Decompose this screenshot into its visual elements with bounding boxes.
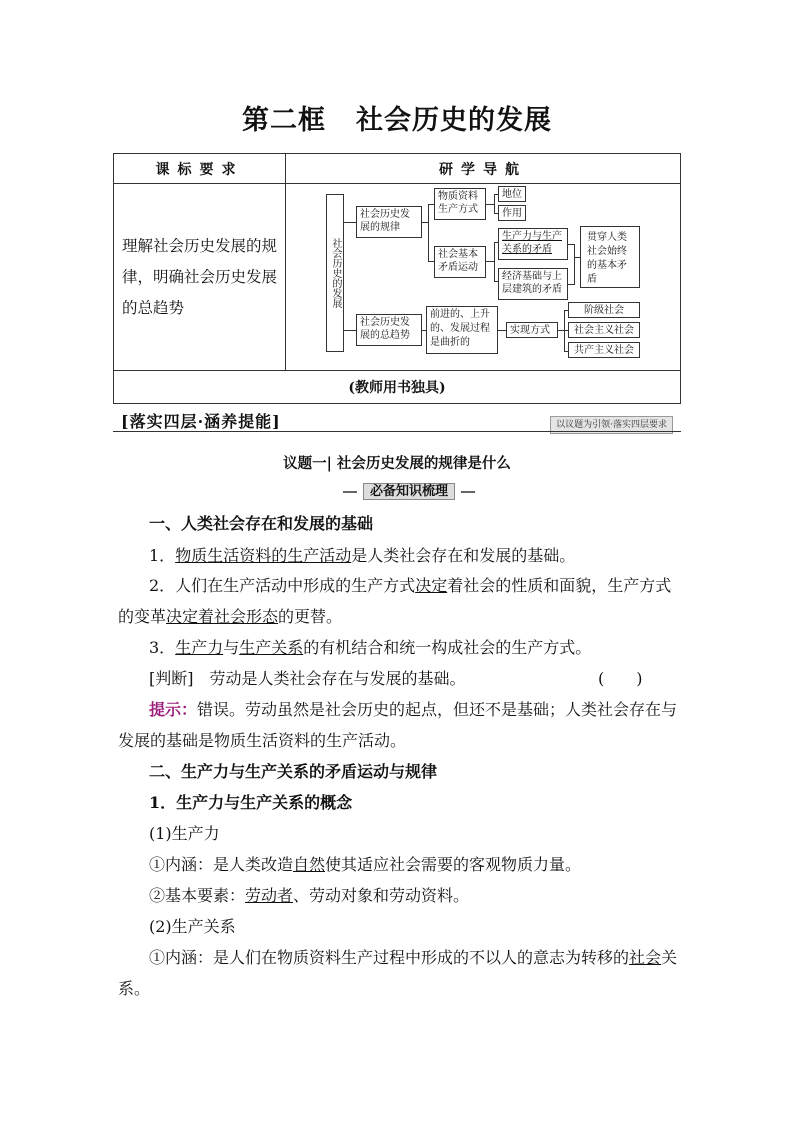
p2-a: 2．人们在生产活动中形成的生产方式 — [149, 576, 416, 595]
p2-e: 社会形态 — [214, 607, 279, 626]
s1a1-b: 自然 — [293, 855, 326, 874]
s1b1-b: 社会 — [629, 948, 662, 967]
s1b1-a: ①内涵：是人们在物质资料生产过程中形成的不以人的意志为转移的 — [149, 948, 630, 967]
map-progress: 前进的、上升的、发展过程是曲折的 — [426, 306, 498, 354]
map-material: 物质资料生产方式 — [434, 188, 486, 220]
judge-text: [判断] 劳动是人类社会存在与发展的基础。 — [149, 669, 466, 688]
sub-1b1 — [118, 942, 683, 1004]
p3-b: 生产力 — [175, 638, 224, 657]
map-basic-contradiction: 社会基本矛盾运动 — [434, 246, 486, 278]
s1a2-b: 劳动者 — [245, 886, 294, 905]
s1a2-a: ②基本要素： — [149, 886, 246, 905]
tip-text: 错误。劳动虽然是社会历史的起点，但还不是基础；人类社会存在与发展的基础是物质生活资料的生产活动。 — [118, 700, 678, 750]
sub-heading-1: 1．生产力与生产关系的概念 — [149, 793, 353, 812]
title-right: 社会历史的发展 — [356, 105, 552, 136]
title-left: 第二框 — [242, 105, 326, 136]
banner-right: 以议题为引领·落实四层要求 — [550, 416, 673, 434]
s1b1-c: 关系。 — [118, 948, 678, 998]
s1a1-a: ①内涵：是人类改造 — [149, 855, 294, 874]
heading-2: 二、生产力与生产关系的矛盾运动与规律 — [149, 762, 438, 781]
map-law: 社会历史发展的规律 — [356, 206, 422, 238]
p1-a: 1． — [149, 546, 176, 565]
para-2 — [118, 570, 683, 632]
map-economic-base: 经济基础与上层建筑的矛盾 — [498, 268, 568, 300]
teacher-note: (教师用书独具) — [114, 371, 681, 404]
page-title — [0, 98, 794, 137]
map-position: 地位 — [498, 186, 526, 202]
knowledge-label — [345, 484, 473, 500]
map-throughout: 贯穿人类社会始终的基本矛盾 — [580, 226, 640, 288]
section-banner — [113, 407, 681, 435]
knowledge-text: 必备知识梳理 — [363, 483, 455, 500]
map-productive-forces — [498, 228, 568, 260]
sub-1a2 — [118, 880, 683, 911]
productive-forces-text: 生产力与生产关系的矛盾 — [502, 231, 562, 255]
map-realize: 实现方式 — [506, 322, 558, 338]
map-trend: 社会历史发展的总趋势 — [356, 314, 422, 346]
para-1 — [118, 540, 683, 571]
p2-b: 决定 — [415, 576, 448, 595]
map-root: 社会历史的发展 — [326, 194, 344, 352]
concept-map — [286, 184, 681, 371]
sub-1a1 — [118, 849, 683, 880]
p3-a: 3． — [149, 638, 176, 657]
sub-1a: (1)生产力 — [149, 824, 220, 843]
para-3 — [118, 632, 683, 663]
banner-divider — [113, 431, 681, 432]
map-communist: 共产主义社会 — [568, 342, 640, 358]
map-socialist: 社会主义社会 — [568, 322, 640, 338]
col2-header: 研学导航 — [286, 154, 681, 184]
p2-c: 着社会的性质和面貌，生产方式的变革 — [118, 576, 672, 626]
tip-para — [118, 694, 683, 756]
tip-label: 提示： — [149, 700, 198, 719]
heading-1: 一、人类社会存在和发展的基础 — [149, 514, 374, 533]
map-role: 作用 — [498, 205, 526, 221]
p1-c: 是人类社会存在和发展的基础。 — [351, 546, 576, 565]
p2-f: 的更替。 — [278, 607, 343, 626]
p3-d: 生产关系 — [239, 638, 304, 657]
banner-left: [落实四层·涵养提能] — [121, 412, 281, 431]
p3-c: 与 — [223, 638, 240, 657]
s1a1-c: 使其适应社会需要的客观物质力量。 — [325, 855, 582, 874]
requirement-cell: 理解社会历史发展的规律，明确社会历史发展的总趋势 — [114, 184, 286, 371]
answer-blank: ( ) — [598, 669, 643, 688]
col1-header: 课标要求 — [114, 154, 286, 184]
p1-b: 物质生活资料的生产活动 — [175, 546, 352, 565]
curriculum-table — [113, 153, 681, 404]
sub-1b: (2)生产关系 — [149, 917, 236, 936]
s1a2-c: 、劳动对象和劳动资料。 — [293, 886, 470, 905]
p2-d: 决定着 — [166, 607, 215, 626]
topic-heading: 议题一| 社会历史发展的规律是什么 — [283, 455, 511, 472]
p3-e: 的有机结合和统一构成社会的生产方式。 — [303, 638, 592, 657]
map-class-society: 阶级社会 — [568, 302, 640, 318]
